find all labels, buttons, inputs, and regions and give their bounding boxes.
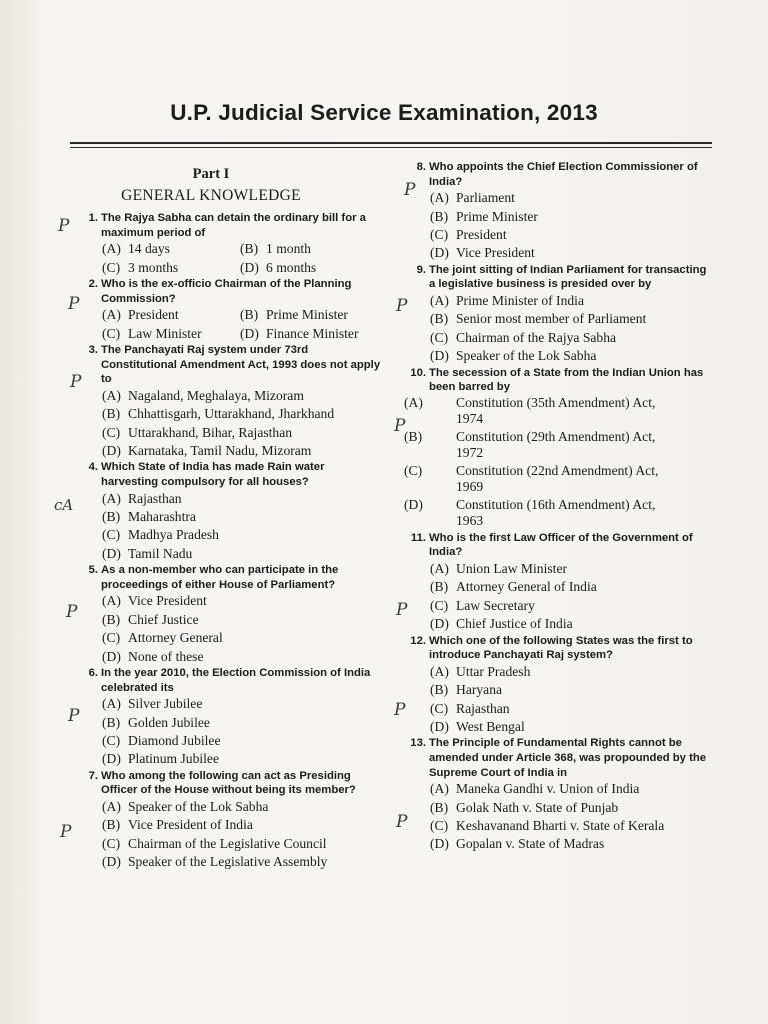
option-label: (B) — [240, 307, 259, 323]
option-text: Rajasthan — [128, 490, 182, 506]
question-number: 13. — [410, 737, 426, 750]
question-text: As a non-member who can participate in the proceedings of either House of Parliament? — [101, 564, 339, 591]
option-label: (C) — [102, 325, 121, 341]
question-heading — [402, 531, 714, 560]
option-label: (C) — [102, 835, 121, 851]
option-label: (A) — [102, 490, 121, 506]
question-heading — [402, 263, 714, 292]
answer-options — [430, 189, 714, 263]
option-year: 1974 — [456, 410, 484, 426]
option-text: Union Law Minister — [456, 561, 568, 576]
answer-options — [102, 592, 384, 666]
answer-option — [102, 387, 384, 405]
answer-option — [102, 490, 384, 508]
answer-option — [102, 325, 240, 343]
option-label: (C) — [430, 700, 449, 716]
option-label: (C) — [102, 527, 121, 543]
option-label: (C) — [102, 424, 121, 440]
option-text: Platinum Jubilee — [128, 751, 219, 767]
answer-option — [430, 615, 714, 633]
option-label: (C) — [430, 597, 449, 613]
answer-option — [102, 306, 240, 324]
option-text: Uttar Pradesh — [456, 663, 531, 679]
question-item — [402, 531, 714, 634]
answer-option — [102, 835, 384, 853]
option-label: (B) — [430, 311, 449, 327]
option-label: (D) — [102, 751, 121, 767]
question-item — [74, 769, 384, 872]
option-text: Prime Minister — [266, 307, 348, 323]
question-heading — [402, 634, 714, 663]
option-label: (C) — [430, 329, 449, 345]
answer-option — [430, 292, 714, 310]
question-list-left — [74, 211, 384, 872]
option-label: (B) — [430, 682, 449, 698]
answer-option — [102, 240, 240, 258]
option-label: (B) — [102, 406, 121, 422]
option-label: (B) — [404, 428, 423, 444]
question-heading — [74, 563, 384, 592]
option-text: Karnataka, Tamil Nadu, Mizoram — [128, 443, 312, 458]
option-label: (D) — [102, 545, 121, 561]
option-text: Constitution (16th Amendment) Act, — [456, 496, 656, 512]
answer-option — [404, 496, 714, 529]
question-item — [402, 160, 714, 263]
option-label: (A) — [430, 561, 449, 576]
question-number: 4. — [88, 461, 98, 474]
option-text: Tamil Nadu — [128, 545, 193, 561]
answer-options — [102, 306, 384, 343]
question-text: Which one of the following States was the first to introduce Panchayati Raj system? — [429, 634, 693, 662]
option-label: (D) — [102, 854, 121, 870]
option-text: President — [456, 227, 507, 242]
answer-option — [102, 259, 240, 277]
answer-option — [240, 325, 390, 343]
option-text: Diamond Jubilee — [128, 733, 221, 749]
answer-options — [102, 490, 384, 564]
pencil-mark: cA — [54, 496, 74, 514]
answer-options — [430, 663, 714, 737]
answer-option — [102, 405, 384, 423]
option-text: Nagaland, Meghalaya, Mizoram — [128, 387, 304, 403]
option-label: (C) — [102, 630, 121, 646]
answer-option — [430, 578, 714, 596]
option-text: Maharashtra — [128, 509, 196, 524]
question-item — [74, 343, 384, 460]
option-label: (A) — [102, 241, 121, 257]
pencil-mark: P — [60, 822, 72, 842]
option-text: Chairman of the Legislative Council — [128, 835, 327, 851]
answer-options — [430, 780, 714, 854]
option-text: Vice President — [128, 593, 207, 609]
option-text: Golden Jubilee — [128, 714, 210, 730]
question-item — [402, 263, 714, 366]
answer-option — [430, 597, 714, 615]
answer-option — [430, 663, 714, 681]
answer-option — [430, 700, 714, 718]
option-text: Chhattisgarh, Uttarakhand, Jharkhand — [128, 406, 335, 422]
question-heading — [402, 160, 714, 189]
answer-option — [102, 695, 384, 713]
option-text: Chairman of the Rajya Sabha — [456, 329, 617, 345]
question-text: The Principle of Fundamental Rights cannot be amended under Article 368, was propounded by the Supreme Court of India in — [429, 737, 707, 779]
option-text: Madhya Pradesh — [128, 527, 219, 543]
answer-option — [430, 347, 714, 365]
option-text: Speaker of the Legislative Assembly — [128, 854, 328, 870]
option-label: (A) — [102, 593, 121, 609]
option-text: 6 months — [266, 259, 317, 275]
answer-option — [102, 508, 384, 526]
question-number: 5. — [88, 564, 98, 577]
question-heading — [74, 769, 384, 798]
answer-options — [430, 292, 714, 366]
option-text: Constitution (35th Amendment) Act, — [456, 394, 656, 410]
pencil-mark: P — [396, 812, 408, 832]
question-text: Who appoints the Chief Election Commissioner of India? — [429, 161, 698, 188]
question-item — [74, 666, 384, 769]
option-text: Rajasthan — [456, 700, 510, 716]
pencil-mark: P — [66, 602, 78, 622]
left-column — [74, 160, 384, 872]
answer-option — [240, 240, 390, 258]
option-text: Chief Justice — [128, 611, 199, 627]
option-label: (B) — [430, 799, 449, 815]
answer-option — [404, 428, 714, 461]
option-text: President — [128, 307, 179, 323]
option-text: Finance Minister — [266, 325, 359, 341]
option-label: (A) — [430, 781, 449, 797]
option-label: (B) — [102, 611, 121, 627]
option-year: 1972 — [456, 444, 484, 460]
answer-options — [430, 560, 714, 634]
answer-option — [102, 629, 384, 647]
answer-option — [430, 208, 714, 226]
question-number: 1. — [88, 212, 98, 224]
answer-option — [102, 648, 384, 666]
pencil-mark: P — [396, 296, 408, 316]
question-number: 2. — [88, 278, 98, 290]
pencil-mark: P — [396, 600, 408, 620]
option-label: (C) — [430, 818, 449, 834]
pencil-mark: P — [68, 294, 80, 314]
option-text: 14 days — [128, 241, 170, 257]
answer-option — [102, 526, 384, 544]
option-label: (A) — [102, 307, 121, 323]
option-label: (D) — [240, 325, 259, 341]
question-text: The Panchayati Raj system under 73rd Constitutional Amendment Act, 1993 does not apply to — [101, 344, 381, 386]
answer-options — [102, 798, 384, 872]
answer-option — [430, 244, 714, 262]
option-text: Golak Nath v. State of Punjab — [456, 799, 619, 815]
question-number: 8. — [416, 161, 426, 173]
question-heading — [74, 211, 384, 240]
option-text: Uttarakhand, Bihar, Rajasthan — [128, 424, 293, 440]
option-label: (C) — [430, 227, 449, 242]
option-year: 1969 — [456, 478, 484, 494]
option-text: Constitution (29th Amendment) Act, — [456, 428, 656, 444]
answer-option — [102, 798, 384, 816]
option-label: (B) — [240, 241, 259, 257]
option-text: Law Minister — [128, 325, 202, 341]
title-rule — [70, 142, 712, 144]
answer-option — [240, 259, 390, 277]
option-text: Chief Justice of India — [456, 616, 573, 632]
option-label: (B) — [430, 208, 449, 224]
option-label: (A) — [102, 387, 121, 403]
answer-option — [102, 816, 384, 834]
question-text: Who is the ex-officio Chairman of the Planning Commission? — [101, 278, 352, 305]
option-label: (A) — [102, 696, 121, 712]
option-label: (D) — [430, 836, 449, 852]
option-text: Maneka Gandhi v. Union of India — [456, 781, 640, 797]
question-number: 12. — [410, 634, 426, 647]
option-label: (A) — [430, 663, 449, 679]
option-text: Vice President — [456, 245, 535, 261]
answer-options — [102, 387, 384, 461]
option-label: (A) — [404, 394, 423, 410]
question-number: 9. — [416, 263, 426, 276]
option-text: Silver Jubilee — [128, 696, 203, 712]
question-list-right — [402, 160, 714, 854]
option-text: Prime Minister — [456, 208, 538, 224]
question-heading — [74, 460, 384, 489]
option-text: Law Secretary — [456, 597, 535, 613]
option-text: Senior most member of Parliament — [456, 311, 647, 327]
option-label: (D) — [430, 616, 449, 632]
option-text: Gopalan v. State of Madras — [456, 836, 605, 852]
question-text: The joint sitting of Indian Parliament for transacting a legislative business is presided over by — [429, 263, 707, 291]
answer-option — [404, 394, 714, 427]
option-text: 1 month — [266, 241, 311, 257]
exam-title: U.P. Judicial Service Examination, 2013 — [170, 100, 598, 125]
option-text: Attorney General — [128, 630, 223, 646]
question-text: Who is the first Law Officer of the Government of India? — [429, 531, 693, 559]
question-text: Who among the following can act as Presiding Officer of the House without being its member? — [101, 769, 356, 797]
option-text: 3 months — [128, 259, 179, 275]
answer-option — [102, 592, 384, 610]
option-text: Vice President of India — [128, 817, 253, 833]
question-text: The Rajya Sabha can detain the ordinary bill for a maximum period of — [101, 212, 366, 239]
option-text: None of these — [128, 648, 204, 664]
answer-option — [430, 817, 714, 835]
pencil-mark: P — [404, 180, 416, 200]
question-item — [402, 736, 714, 853]
right-column — [402, 160, 714, 854]
answer-option — [430, 329, 714, 347]
answer-option — [102, 424, 384, 442]
option-text: Parliament — [456, 190, 515, 206]
question-heading — [402, 736, 714, 780]
answer-option — [430, 310, 714, 328]
option-text: Attorney General of India — [456, 579, 597, 595]
question-item — [74, 563, 384, 666]
option-text: Prime Minister of India — [456, 293, 584, 308]
option-label: (A) — [102, 799, 121, 815]
question-number: 6. — [88, 667, 98, 680]
question-item — [74, 460, 384, 563]
question-heading — [402, 366, 714, 395]
question-text: Which State of India has made Rain water harvesting compulsory for all houses? — [101, 461, 325, 488]
option-label: (A) — [430, 190, 449, 206]
option-label: (D) — [102, 443, 121, 458]
question-number: 11. — [410, 531, 426, 544]
part-heading: Part I — [192, 166, 230, 182]
answer-option — [404, 462, 714, 495]
question-heading — [74, 666, 384, 695]
pencil-mark: P — [70, 372, 82, 392]
option-label: (B) — [102, 714, 121, 730]
option-label: (B) — [102, 817, 121, 833]
answer-option — [102, 714, 384, 732]
option-label: (B) — [102, 509, 121, 524]
option-text: Speaker of the Lok Sabha — [128, 799, 269, 815]
option-label: (D) — [102, 648, 121, 664]
answer-option — [430, 560, 714, 578]
option-label: (A) — [430, 293, 449, 308]
answer-option — [430, 718, 714, 736]
answer-option — [430, 226, 714, 244]
answer-options — [102, 695, 384, 769]
option-text: Speaker of the Lok Sabha — [456, 348, 597, 364]
option-label: (D) — [430, 245, 449, 261]
option-text: Keshavanand Bharti v. State of Kerala — [456, 818, 665, 834]
question-number: 10. — [410, 366, 426, 379]
answer-option — [102, 853, 384, 871]
answer-option — [430, 780, 714, 798]
answer-option — [102, 750, 384, 768]
option-text: Haryana — [456, 682, 503, 698]
option-label: (C) — [102, 733, 121, 749]
answer-option — [430, 189, 714, 207]
answer-option — [430, 835, 714, 853]
option-text: West Bengal — [456, 719, 525, 735]
pencil-mark: P — [394, 416, 406, 436]
answer-option — [430, 681, 714, 699]
answer-options — [404, 394, 714, 529]
question-item — [402, 634, 714, 737]
question-item — [74, 211, 384, 277]
answer-option — [102, 442, 384, 460]
question-text: The secession of a State from the Indian Union has been barred by — [429, 366, 704, 394]
answer-options — [102, 240, 384, 277]
pencil-mark: P — [58, 216, 70, 236]
answer-option — [240, 306, 390, 324]
answer-option — [102, 611, 384, 629]
option-label: (D) — [430, 348, 449, 364]
answer-option — [102, 732, 384, 750]
answer-option — [430, 799, 714, 817]
question-number: 3. — [88, 344, 98, 356]
section-heading: GENERAL KNOWLEDGE — [121, 187, 301, 204]
option-label: (D) — [404, 496, 423, 512]
question-item — [74, 277, 384, 343]
question-text: In the year 2010, the Election Commission of India celebrated its — [101, 667, 371, 694]
question-heading — [74, 343, 384, 387]
option-label: (D) — [430, 719, 449, 735]
question-heading — [74, 277, 384, 306]
answer-option — [102, 545, 384, 563]
option-label: (D) — [240, 259, 259, 275]
option-year: 1963 — [456, 512, 484, 528]
pencil-mark: P — [394, 700, 406, 720]
pencil-mark: P — [68, 706, 80, 726]
option-label: (C) — [404, 462, 423, 478]
option-label: (B) — [430, 579, 449, 595]
option-label: (C) — [102, 259, 121, 275]
question-item — [402, 366, 714, 529]
question-number: 7. — [88, 769, 98, 782]
option-text: Constitution (22nd Amendment) Act, — [456, 462, 659, 478]
title-rule-thin — [70, 147, 712, 148]
